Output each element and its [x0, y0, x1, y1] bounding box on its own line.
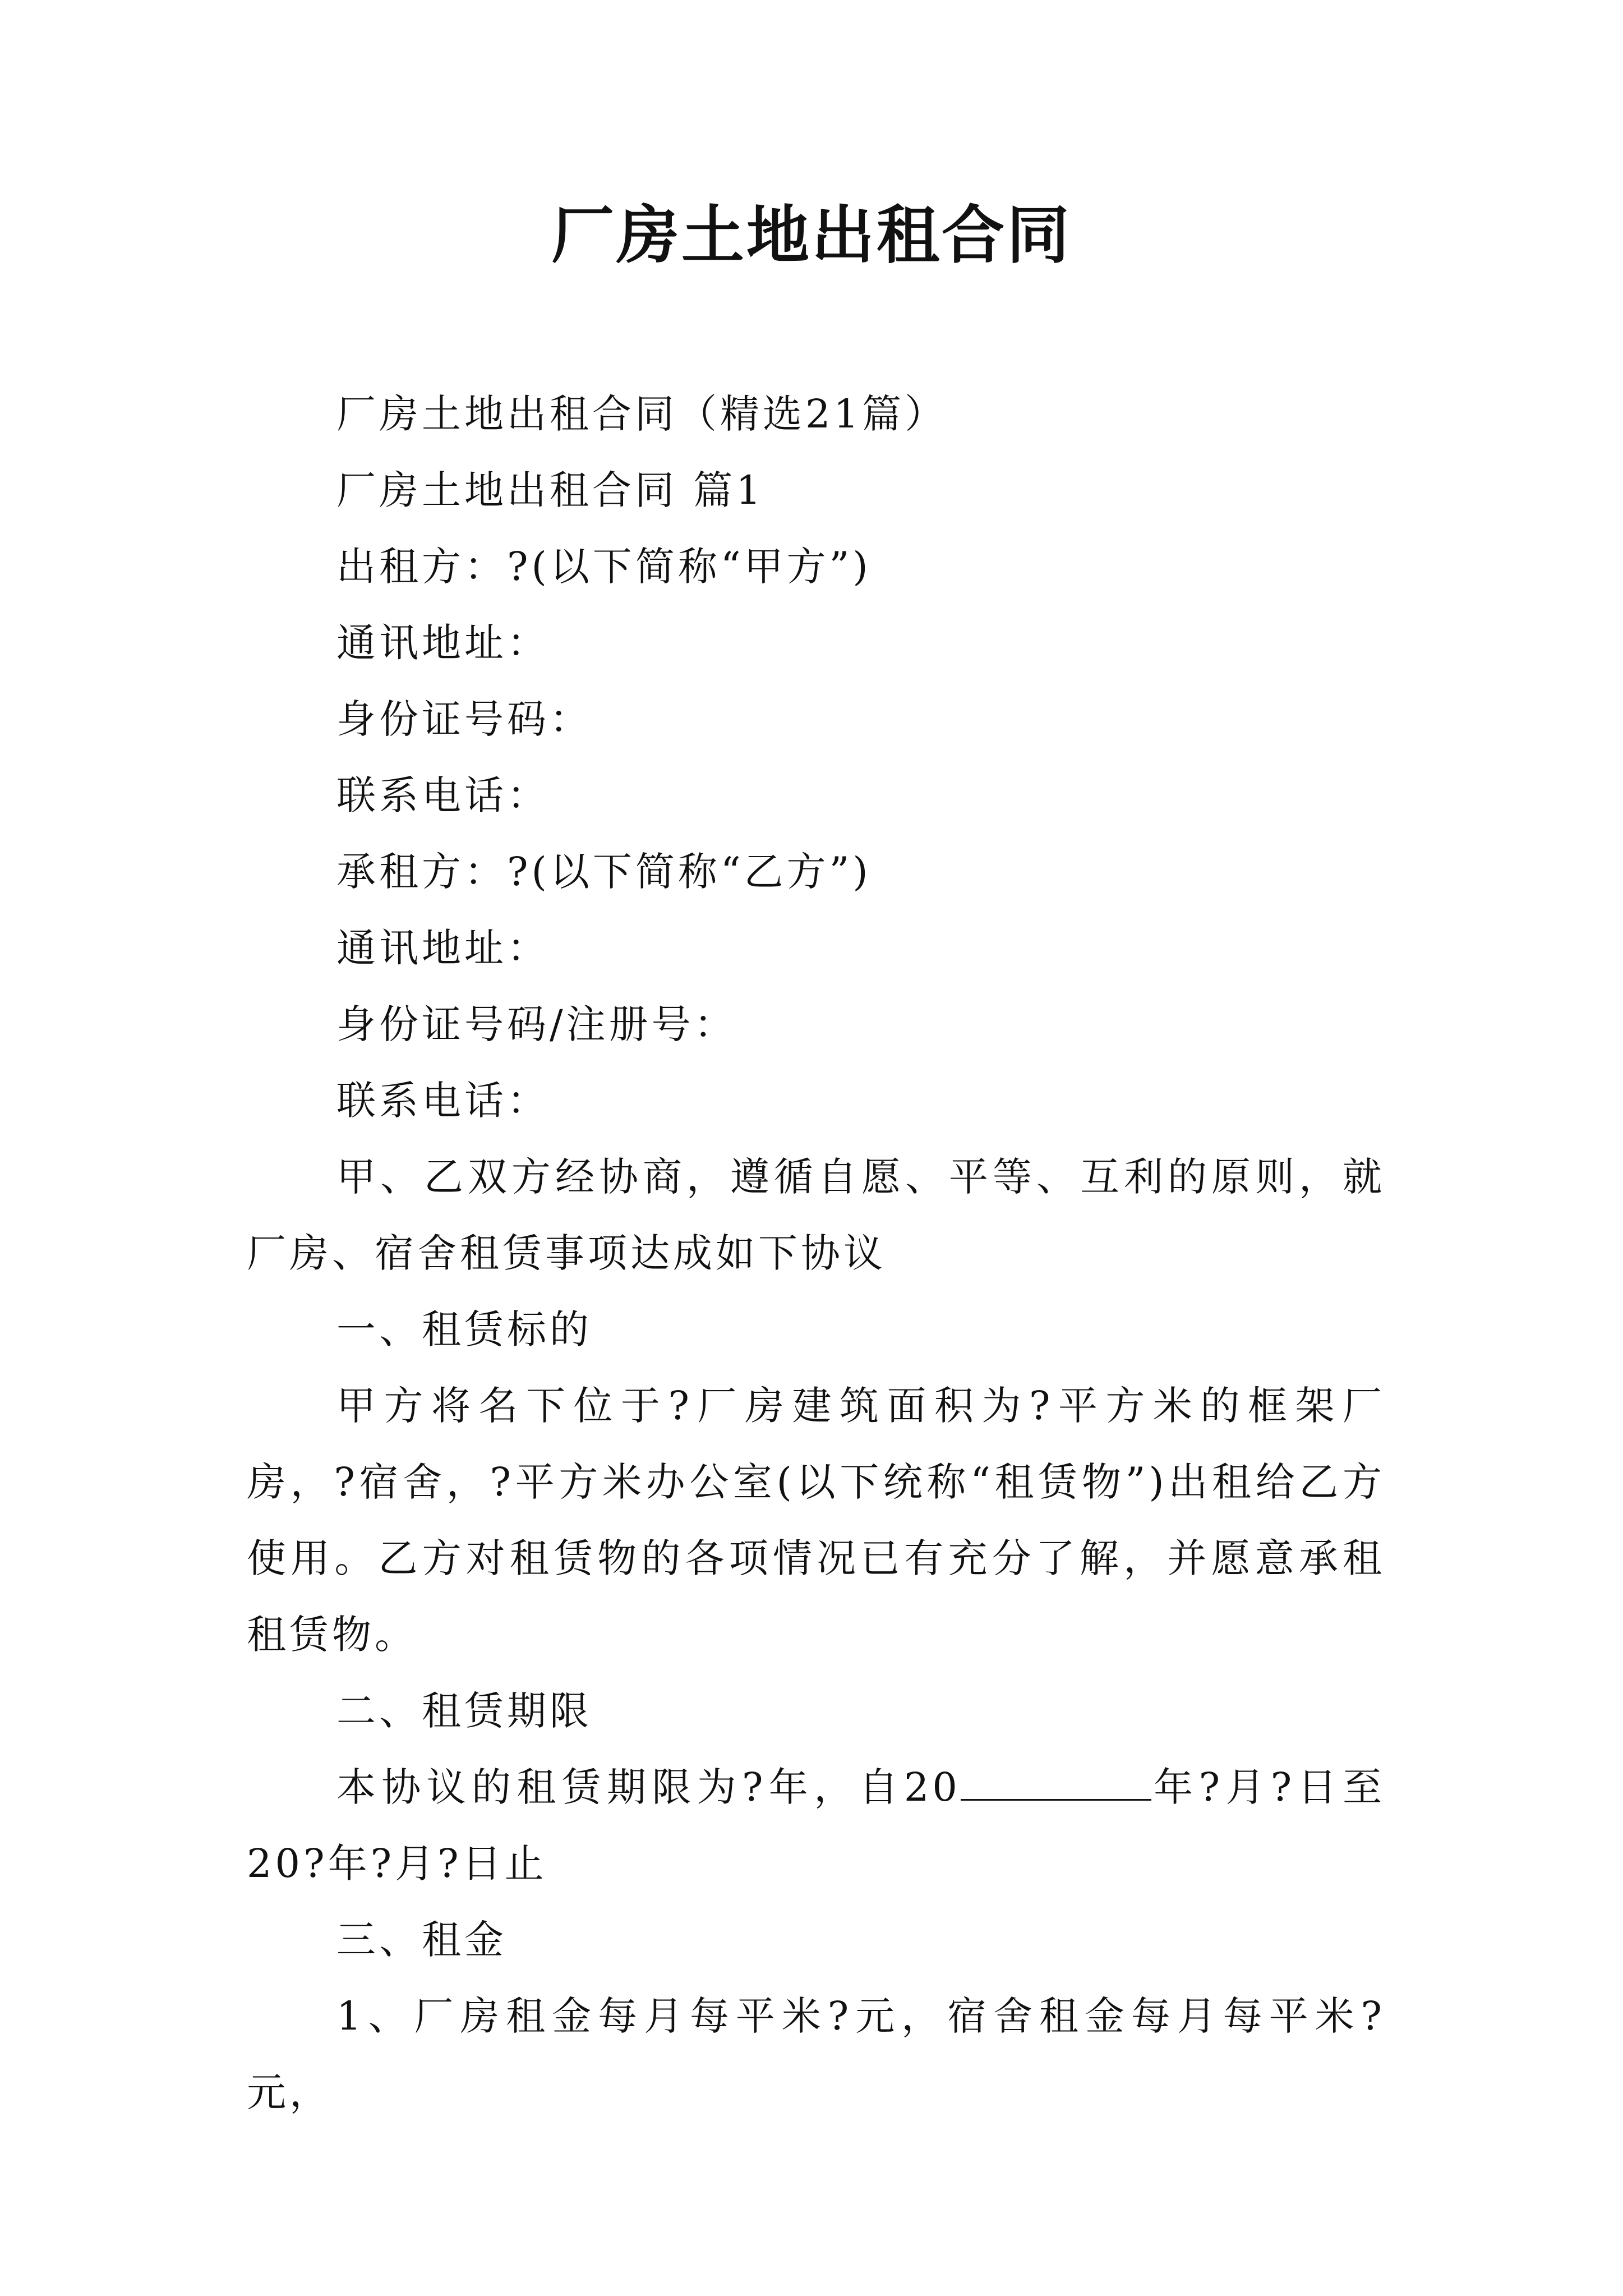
paragraph-lessee-phone: 联系电话： [336, 1078, 550, 1124]
document-body [247, 376, 1385, 2131]
paragraph-agreement-intro: 甲、乙双方经协商，遵循自愿、平等、互利的原则，就厂房、宿舍租赁事项达成如下协议 [247, 1154, 1385, 1276]
fill-in-blank-line [961, 1765, 1151, 1801]
paragraph-rent-clause-1: 1、厂房租金每月每平米?元，宿舍租金每月每平米?元， [247, 1993, 1385, 2115]
paragraph-section-3-heading: 三、租金 [336, 1917, 507, 1963]
lease-term-text-end: 年?月?日至20?年?月?日止 [247, 1764, 1385, 1887]
paragraph-lease-term [247, 1749, 1385, 1902]
document-title: 厂房土地出租合同 [551, 199, 1072, 272]
paragraph-section-2-heading: 二、租赁期限 [336, 1688, 592, 1734]
paragraph-subtitle: 厂房土地出租合同（精选21篇） [336, 391, 948, 437]
paragraph-lease-object: 甲方将名下位于?厂房建筑面积为?平方米的框架厂房，?宿舍，?平方米办公室(以下统称“租赁物”)出租给乙方使用。乙方对租赁物的各项情况已有充分了解，并愿意承租租赁物。 [247, 1383, 1385, 1658]
paragraph-lessor-id: 身份证号码： [336, 696, 592, 742]
paragraph-section-1-heading: 一、租赁标的 [336, 1306, 592, 1352]
paragraph-lessor-address: 通讯地址： [336, 620, 550, 666]
paragraph-lessee: 承租方：?(以下简称“乙方”) [336, 849, 872, 895]
paragraph-lessee-id: 身份证号码/注册号： [336, 1001, 737, 1047]
paragraph-lessee-address: 通讯地址： [336, 925, 550, 971]
paragraph-lessor-phone: 联系电话： [336, 772, 550, 818]
paragraph-heading-part-1: 厂房土地出租合同 篇1 [336, 467, 764, 513]
lease-term-text-start: 本协议的租赁期限为?年，自20 [336, 1764, 961, 1810]
paragraph-lessor: 出租方：?(以下简称“甲方”) [336, 544, 872, 590]
